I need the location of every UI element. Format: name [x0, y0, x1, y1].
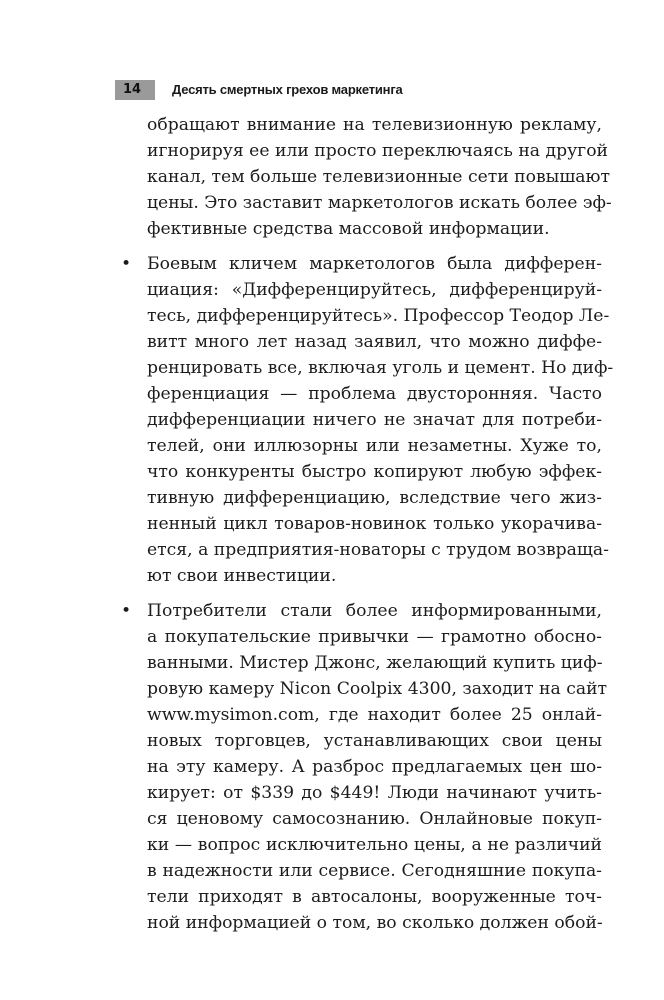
text-line: ренцировать все, включая уголь и цемент. Но диф- — [147, 358, 614, 378]
text-line: www.mysimon.com, где находит более 25 онлай- — [147, 705, 602, 725]
text-line: ется, а предприятия-новаторы с трудом возвраща- — [147, 540, 609, 560]
text-line: циация: «Дифференцируйтесь, дифференцируй- — [147, 280, 602, 300]
page-number: 14 — [115, 80, 155, 100]
book-title: Десять смертных грехов маркетинга — [172, 82, 403, 97]
bullet-item-informed-consumers — [121, 598, 608, 936]
text-line: Боевым кличем маркетологов была дифферен- — [147, 254, 602, 274]
text-line: что конкуренты быстро копируют любую эффек- — [147, 462, 602, 482]
text-line: в надежности или сервисе. Сегодняшние покупа- — [147, 861, 602, 881]
text-line: новых торговцев, устанавливающих свои цены — [147, 731, 602, 751]
text-line: Потребители стали более информированными, — [147, 601, 602, 621]
text-line: обращают внимание на телевизионную рекламу, — [147, 115, 602, 135]
bullet-icon: • — [121, 254, 132, 274]
bullet-icon: • — [121, 601, 132, 621]
text-line: кирует: от $339 до $449! Люди начинают учить- — [147, 783, 602, 803]
running-head — [115, 80, 403, 100]
bullet-item-differentiation — [121, 251, 614, 589]
text-line: тесь, дифференцируйтесь». Профессор Теодор Ле- — [147, 306, 610, 326]
text-line: тивную дифференциацию, вследствие чего жиз- — [147, 488, 602, 508]
text-line: ровую камеру Nicon Coolpix 4300, заходит на сайт — [147, 679, 608, 699]
text-line: ют свои инвестиции. — [147, 566, 337, 586]
text-line: ки — вопрос исключительно цены, а не различий — [147, 835, 602, 855]
body-text — [121, 112, 614, 936]
text-line: канал, тем больше телевизионные сети повышают — [147, 167, 611, 187]
text-line: ной информацией о том, во сколько должен обой- — [147, 913, 603, 933]
text-line: ненный цикл товаров-новинок только укорачива- — [147, 514, 602, 534]
text-line: а покупательские привычки — грамотно обосно- — [147, 627, 602, 647]
text-line: тели приходят в автосалоны, вооруженные точ- — [147, 887, 602, 907]
text-line: фективные средства массовой информации. — [147, 219, 550, 239]
text-line: на эту камеру. А разброс предлагаемых цен шо- — [147, 757, 602, 777]
text-line: дифференциации ничего не значат для потреби- — [147, 410, 602, 430]
text-line: витт много лет назад заявил, что можно диффе- — [147, 332, 602, 352]
text-line: ференциация — проблема двусторонняя. Часто — [147, 384, 602, 404]
text-line: цены. Это заставит маркетологов искать более эф- — [147, 193, 612, 213]
text-line: ся ценовому самосознанию. Онлайновые покуп- — [147, 809, 602, 829]
text-line: телей, они иллюзорны или незаметны. Хуже то, — [147, 436, 602, 456]
text-line: ванными. Мистер Джонс, желающий купить циф- — [147, 653, 603, 673]
text-line: игнорируя ее или просто переключаясь на другой — [147, 141, 608, 161]
continuation-paragraph — [147, 112, 612, 242]
